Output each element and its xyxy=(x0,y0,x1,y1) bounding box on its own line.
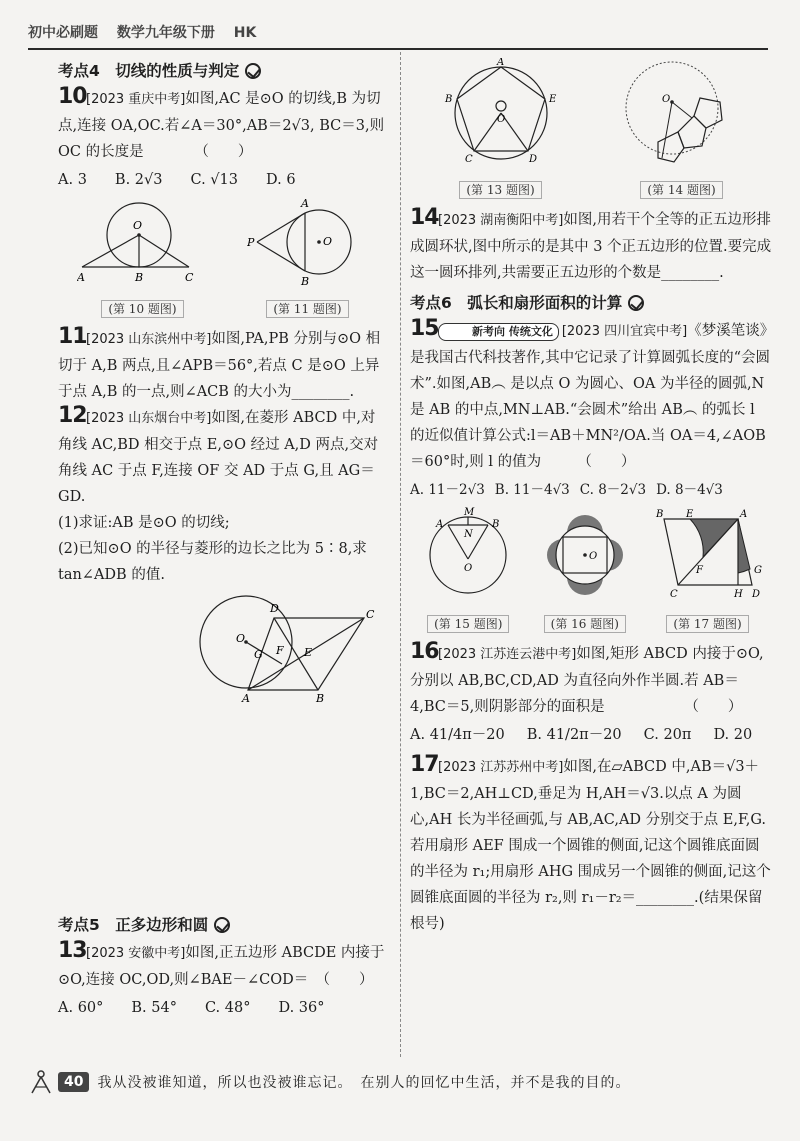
label-a: A xyxy=(301,197,310,210)
question-source: [2023 山东烟台中考] xyxy=(86,411,212,426)
figure-16-caption: (第 16 题图) xyxy=(544,615,626,633)
figure-12-diagram xyxy=(198,594,388,709)
figure-11-caption: (第 11 题图) xyxy=(266,300,348,318)
section-4-title xyxy=(58,58,388,84)
figure-14 xyxy=(591,58,772,203)
page-number: 40 xyxy=(58,1072,89,1092)
figure-16 xyxy=(527,507,644,637)
label-d: D xyxy=(270,602,279,615)
question-body: 如图,PA,PB 分别与⊙O 相切于 A,B 两点,且∠APB＝56°,若点 C 是⊙O 上异于点 A,B 的一点,则∠ACB 的大小为________. xyxy=(58,331,381,400)
options xyxy=(410,477,772,503)
question-text xyxy=(58,326,388,405)
label-o: O xyxy=(236,632,246,645)
section-6-text: 考点6 弧长和扇形面积的计算 xyxy=(410,294,623,312)
section-4-text: 考点4 切线的性质与判定 xyxy=(58,62,240,80)
label-b: B xyxy=(655,509,663,520)
figures-15-17 xyxy=(410,507,772,637)
label-c: C xyxy=(669,589,678,600)
question-text xyxy=(410,754,772,937)
label-c: C xyxy=(366,608,375,621)
label-e: E xyxy=(304,646,313,659)
figure-15-diagram xyxy=(418,507,518,602)
figure-10-diagram xyxy=(77,197,207,287)
figure-14-diagram xyxy=(622,58,742,168)
figure-10-caption: (第 10 题图) xyxy=(101,300,183,318)
label-d: D xyxy=(751,589,760,600)
label-o: O xyxy=(133,219,143,232)
option-d: D. 36° xyxy=(278,1000,325,1016)
question-13 xyxy=(58,940,388,1021)
label-b: B xyxy=(301,275,310,287)
question-12 xyxy=(58,405,388,588)
question-body: 如图,用若干个全等的正五边形排成圆环状,图中所示的是其中 3 个正五边形的位置.要完成这一圆环排列,共需要正五边形的个数是________. xyxy=(410,212,772,281)
question-11 xyxy=(58,326,388,405)
question-number: 16 xyxy=(410,639,439,664)
left-column xyxy=(58,54,388,1021)
question-body: 如图,正五边形 ABCDE 内接于⊙O,连接 OC,OD,则∠BAE－∠COD＝ （ ） xyxy=(58,945,385,988)
label-g: G xyxy=(254,648,263,661)
label-e: E xyxy=(685,509,693,520)
question-text xyxy=(58,86,388,165)
figure-17 xyxy=(643,507,772,637)
check-icon xyxy=(628,295,644,311)
label-a: A xyxy=(436,519,444,530)
label-a: A xyxy=(242,692,250,705)
question-source: [2023 山东滨州中考] xyxy=(86,332,212,347)
label-b: B xyxy=(444,94,452,105)
option-b: B. 41/2π－20 xyxy=(526,727,622,743)
label-p: P xyxy=(247,236,255,249)
question-text xyxy=(410,318,772,475)
footer-motto: 我从没被谁知道，所以也没被谁忘记。 在别人的回忆中生活，并不是我的目的。 xyxy=(97,1075,631,1091)
question-12-part-1: (1)求证:AB 是⊙O 的切线; xyxy=(58,515,230,531)
label-b: B xyxy=(316,692,325,705)
label-o: O xyxy=(588,551,597,562)
figure-17-caption: (第 17 题图) xyxy=(666,615,748,633)
options xyxy=(58,167,388,193)
compass-icon xyxy=(28,1069,54,1095)
question-source: [2023 四川宜宾中考] xyxy=(561,324,688,339)
question-12-part-2: (2)已知⊙O 的半径与菱形的边长之比为 5∶8,求 tan∠ADB 的值. xyxy=(58,541,367,583)
label-o: O xyxy=(464,563,473,574)
section-5-text: 考点5 正多边形和圆 xyxy=(58,916,209,934)
question-17 xyxy=(410,754,772,937)
label-c: C xyxy=(464,154,473,165)
edition-label: HK xyxy=(233,25,257,41)
question-number: 15 xyxy=(410,316,439,341)
figures-10-11 xyxy=(58,197,388,322)
label-g: G xyxy=(753,565,762,576)
option-c: C. 20π xyxy=(643,727,692,743)
blank-space xyxy=(58,718,388,908)
label-m: M xyxy=(464,507,475,518)
column-divider xyxy=(400,52,401,1057)
label-b: B xyxy=(135,271,144,284)
question-15 xyxy=(410,318,772,503)
question-body: 如图,在▱ABCD 中,AB＝√3＋1,BC＝2,AH⊥CD,垂足为 H,AH＝√3.以点 A 为圆心,AH 长为半径画弧,与 AB,AC,AD 分别交于点 E,F,G.若用扇形 AEF 围成一个圆锥的侧面,记这个圆锥底面圆的半径为 r₁;用扇形 AHG 围成另一个圆锥的侧面,记这个圆锥底面圆的半径为 r₂,则 r₁－r₂＝________.(结果保留根号) xyxy=(410,759,771,932)
question-source: [2023 江苏苏州中考] xyxy=(438,760,564,775)
option-b: B. 2√3 xyxy=(114,172,163,188)
label-b: B xyxy=(492,519,500,530)
option-d: D. 20 xyxy=(713,727,753,743)
option-b: B. 54° xyxy=(131,1000,177,1016)
question-source: [2023 重庆中考] xyxy=(86,92,186,107)
page-footer xyxy=(28,1062,768,1102)
question-16 xyxy=(410,641,772,748)
question-body: 如图,在菱形 ABCD 中,对角线 AC,BD 相交于点 E,⊙O 经过 A,D 两点,交对角线 AC 于点 F,连接 OF 交 AD 于点 G,且 AG＝GD. xyxy=(58,410,379,505)
figure-13-caption: (第 13 题图) xyxy=(459,181,541,199)
check-icon xyxy=(245,63,261,79)
option-c: C. 48° xyxy=(204,1000,251,1016)
label-o: O xyxy=(323,235,333,248)
options xyxy=(58,995,388,1021)
options xyxy=(410,722,772,748)
right-column xyxy=(410,54,772,937)
label-a: A xyxy=(496,58,504,68)
culture-label: 传统文化 xyxy=(508,325,553,338)
figure-15 xyxy=(410,507,527,637)
question-body: 如图,AC 是⊙O 的切线,B 为切点,连接 OA,OC.若∠A＝30°,AB＝2√3, BC＝3,则 OC 的长度是 （ ） xyxy=(58,91,385,160)
question-10 xyxy=(58,86,388,193)
question-number: 17 xyxy=(410,752,439,777)
option-c: C. 8－2√3 xyxy=(579,482,647,498)
figure-15-caption: (第 15 题图) xyxy=(427,615,509,633)
figure-17-diagram xyxy=(648,507,768,602)
figure-11 xyxy=(227,197,388,322)
subject-title: 数学九年级下册 xyxy=(116,25,215,41)
label-h: H xyxy=(733,589,743,600)
figure-11-diagram xyxy=(247,197,367,287)
figure-16-diagram xyxy=(535,507,635,602)
figure-13-diagram xyxy=(441,58,561,168)
question-number: 10 xyxy=(58,84,87,109)
question-source: [2023 安徽中考] xyxy=(86,946,186,961)
label-a: A xyxy=(739,509,747,520)
label-n: N xyxy=(464,529,473,540)
option-a: A. 11－2√3 xyxy=(410,482,485,498)
check-icon xyxy=(214,917,230,933)
option-a: A. 41/4π－20 xyxy=(410,727,505,743)
label-f: F xyxy=(276,644,284,657)
label-e: E xyxy=(548,94,556,105)
question-number: 14 xyxy=(410,205,439,230)
figure-13 xyxy=(410,58,591,203)
section-5-title xyxy=(58,912,388,938)
figure-12 xyxy=(58,594,388,718)
label-o: O xyxy=(496,114,505,125)
question-body: 如图,矩形 ABCD 内接于⊙O,分别以 AB,BC,CD,AD 为直径向外作半圆.若 AB＝4,BC＝5,则阴影部分的面积是 （ ） xyxy=(410,646,764,715)
figure-10 xyxy=(58,197,227,322)
label-o: O xyxy=(661,94,670,105)
option-a: A. 60° xyxy=(58,1000,104,1016)
question-text xyxy=(410,207,772,286)
option-d: D. 6 xyxy=(266,172,296,188)
question-text xyxy=(58,405,388,510)
label-c: C xyxy=(185,271,194,284)
label-f: F xyxy=(695,565,703,576)
question-source: [2023 湖南衡阳中考] xyxy=(438,213,564,228)
question-number: 13 xyxy=(58,938,87,963)
option-b: B. 11－4√3 xyxy=(494,482,570,498)
question-body: 《梦溪笔谈》是我国古代科技著作,其中它记录了计算圆弧长度的“会圆术”.如图,AB︵ 是以点 O 为圆心、OA 为半径的圆弧,N 是 AB 的中点,MN⊥AB.“会圆术”给出 AB︵ 的弧长 l 的近似值计算公式:l＝AB＋MN²/OA.当 OA＝4,∠AOB＝60°时,则 l 的值为 （ ） xyxy=(410,323,771,470)
page-header xyxy=(28,22,768,50)
figures-13-14 xyxy=(410,58,772,203)
question-14 xyxy=(410,207,772,286)
question-source: [2023 江苏连云港中考] xyxy=(438,647,577,662)
question-text xyxy=(410,641,772,720)
label-a: A xyxy=(77,271,86,284)
option-a: A. 3 xyxy=(58,172,87,188)
option-c: C. √13 xyxy=(190,172,238,188)
question-number: 12 xyxy=(58,403,87,428)
question-number: 11 xyxy=(58,324,87,349)
new-trend-tag xyxy=(438,323,559,341)
label-d: D xyxy=(528,154,537,165)
section-6-title xyxy=(410,290,772,316)
option-d: D. 8－4√3 xyxy=(656,482,723,498)
question-text xyxy=(58,940,388,993)
new-trend-label: 新考向 xyxy=(472,325,505,338)
figure-14-caption: (第 14 题图) xyxy=(640,181,722,199)
book-title: 初中必刷题 xyxy=(28,25,98,41)
